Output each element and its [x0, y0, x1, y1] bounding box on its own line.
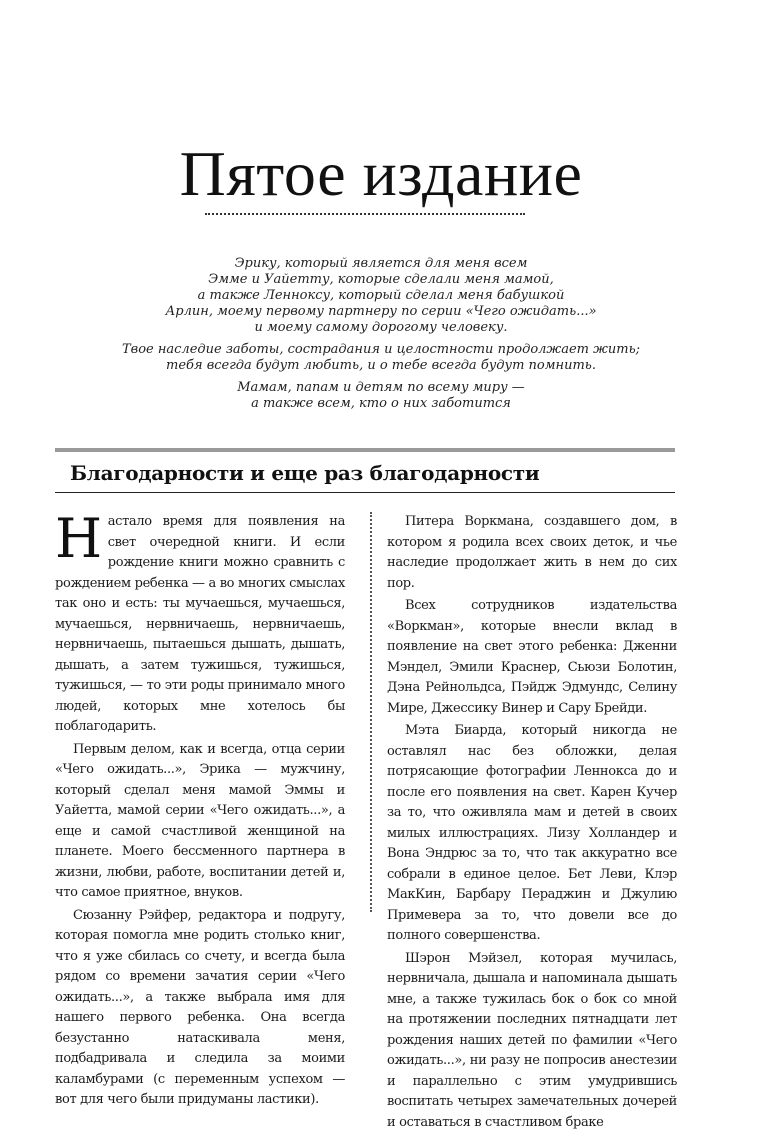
- paragraph: Шэрон Мэйзел, которая мучилась, нервничала, дышала и напоминала дышать мне, а также тужилась бок о бок со мной на протяжении последних пятнадцати лет рождения наших детей по фамилии «Чего ожидать...», ни разу не попросив анестезии и параллельно с этим умудрившись воспитать четырех замечательных дочерей и оставаться в счастливом браке: [387, 950, 677, 1130]
- dedication: [90, 256, 672, 418]
- left-column: [55, 507, 345, 1113]
- section-rule-bottom: [55, 492, 675, 493]
- page-title: Пятое издание: [179, 138, 583, 209]
- dedication-stanza: [90, 256, 672, 336]
- dotted-divider: [205, 213, 525, 215]
- drop-cap: Н: [55, 507, 102, 570]
- paragraph: Мэта Биарда, который никогда не оставлял нас без обложки, делая потрясающие фотографии Леннокса до и после его появления на свет. Карен Кучер за то, что оживляла мам и детей в своих милых иллюстрациях. Лизу Холландер и Вона Эндрюс за то, что так аккуратно все собрали в единое целое. Бет Леви, Клэр МакКин, Барбару Пераджин и Джулию Примевера за то, что довели все до полного совершенства.: [387, 723, 677, 943]
- column-divider: [370, 512, 372, 912]
- paragraph: Всех сотрудников издательства «Воркман», которые внесли вклад в появление на свет этого ребенка: Дженни Мэндел, Эмили Краснер, Сьюзи Болотин, Дэна Рейнольдса, Пэйдж Эдмундс, Селину Мире, Джессику Винер и Сару Брейди.: [387, 598, 677, 716]
- dedication-line: Арлин, моему первому партнеру по серии «Чего ожидать...»: [165, 304, 597, 319]
- paragraph: Питера Воркмана, создавшего дом, в котором я родила всех своих деток, и чье наследие продолжает жить в нем до сих пор.: [387, 514, 677, 591]
- dedication-line: Твое наследие заботы, сострадания и целостности продолжает жить;: [121, 342, 641, 357]
- dedication-stanza: [90, 380, 672, 412]
- dedication-line: тебя всегда будут любить, и о тебе всегда будут помнить.: [166, 358, 596, 373]
- paragraph: [55, 507, 345, 738]
- dedication-line: и моему самому дорогому человеку.: [254, 320, 508, 335]
- section-rule-top: [55, 448, 675, 452]
- dedication-line: Мамам, папам и детям по всему миру —: [237, 380, 525, 395]
- dedication-line: Эрику, который является для меня всем: [234, 256, 528, 271]
- dedication-line: а также Ленноксу, который сделал меня бабушкой: [197, 288, 565, 303]
- dedication-stanza: [90, 342, 672, 374]
- paragraph: Сюзанну Рэйфер, редактора и подругу, которая помогла мне родить столько книг, что я уже сбилась со счету, и всегда была рядом со времени зачатия серии «Чего ожидать...», а также выбрала имя для нашего первого ребенка. Она всегда безустанно натаскивала меня, подбадривала и следила за моими каламбурами (с переменным успехом — вот для чего были придуманы ластики).: [55, 907, 345, 1107]
- right-column: [387, 512, 677, 1135]
- dedication-line: Эмме и Уайетту, которые сделали меня мамой,: [208, 272, 554, 287]
- dedication-line: а также всем, кто о них заботится: [251, 396, 511, 411]
- paragraph-text: астало время для появления на свет очередной книги. И если рождение книги можно сравнить с рождением ребенка — а во многих смыслах так оно и есть: ты мучаешься, мучаешься, мучаешься, нервничаешь, нервничаешь, нервничаешь, пытаешься дышать, дышать, дышать, а затем тужишься, тужишься, тужишься, — то эти роды принимало много людей, которых мне хотелось бы поблагодарить.: [55, 514, 345, 734]
- paragraph: Первым делом, как и всегда, отца серии «Чего ожидать...», Эрика — мужчину, который сделал меня мамой Эммы и Уайетта, мамой серии «Чего ожидать...», а еще и самой счастливой женщиной на планете. Моего бессменного партнера в жизни, любви, работе, воспитании детей и, что самое приятное, внуков.: [55, 741, 345, 900]
- section-heading: Благодарности и еще раз благодарности: [70, 461, 540, 485]
